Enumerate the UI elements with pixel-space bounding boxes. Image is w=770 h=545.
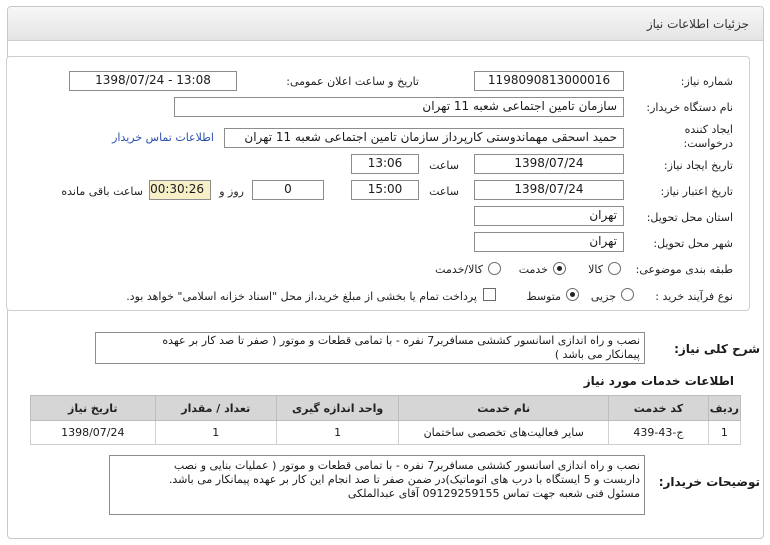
col-service-code: کد خدمت — [609, 396, 709, 421]
page-title: جزئیات اطلاعات نیاز — [646, 17, 749, 31]
process-radio-minor[interactable] — [621, 288, 634, 301]
buyer-notes-line-1: نصب و راه اندازی اسانسور کششی مسافربر7 نفره - با تمامی قطعات و موتور ( عملیات بنایی و نصب — [173, 459, 640, 472]
city-field[interactable]: تهران — [474, 232, 624, 252]
cell-service-name: سایر فعالیت‌های تخصصی ساختمان — [399, 421, 609, 445]
process-label: نوع فرآیند خرید : — [655, 290, 733, 303]
title-bar — [8, 7, 763, 41]
validity-time-word: ساعت — [429, 185, 459, 198]
buyer-notes-label: توضیحات خریدار: — [658, 475, 760, 489]
cell-need-date: 1398/07/24 — [31, 421, 156, 445]
col-row: ردیف — [708, 396, 740, 421]
services-table-header — [31, 396, 741, 421]
cell-service-code: ج-43-439 — [609, 421, 709, 445]
buyer-notes-line-2: داربست و 5 ایستگاه با درب های اتوماتیک)در ضمن صفر تا صد انجام این کار بر عهده پیمانکار می باشد. — [168, 473, 640, 486]
validity-time-field[interactable]: 15:00 — [351, 180, 419, 200]
category-option-service: خدمت — [518, 263, 548, 276]
days-word: روز و — [219, 185, 244, 198]
validity-date-label: تاریخ اعتبار نیاز: — [660, 185, 733, 198]
buyer-notes-field[interactable] — [109, 455, 645, 515]
remaining-days-field[interactable]: 0 — [252, 180, 324, 200]
cell-row: 1 — [708, 421, 740, 445]
process-option-medium: متوسط — [526, 290, 561, 303]
cell-unit: 1 — [276, 421, 398, 445]
remaining-label: ساعت باقی مانده — [61, 185, 143, 198]
col-unit: واحد اندازه گیری — [276, 396, 398, 421]
process-radio-medium[interactable] — [566, 288, 579, 301]
summary-label: شرح کلی نیاز: — [674, 342, 760, 356]
services-table — [30, 395, 741, 445]
requester-field[interactable]: حمید اسحقی مهماندوستی کارپرداز سازمان تامین اجتماعی شعبه 11 تهران — [224, 128, 624, 148]
created-date-label: تاریخ ایجاد نیاز: — [663, 159, 733, 172]
remaining-time-field: 00:30:26 — [149, 180, 211, 200]
buyer-contact-link[interactable]: اطلاعات تماس خریدار — [112, 131, 214, 144]
requester-label: ایجاد کننده درخواست: — [683, 123, 733, 150]
category-label: طبقه بندی موضوعی: — [635, 263, 733, 276]
buyer-label: نام دستگاه خریدار: — [646, 101, 733, 114]
category-radio-service[interactable] — [553, 262, 566, 275]
created-time-word: ساعت — [429, 159, 459, 172]
table-row[interactable] — [31, 421, 741, 445]
created-date-field[interactable]: 1398/07/24 — [474, 154, 624, 174]
announce-label: تاریخ و ساعت اعلان عمومی: — [286, 75, 419, 88]
process-option-minor: جزیی — [590, 290, 616, 303]
summary-line-1: نصب و راه اندازی اسانسور کششی مسافربر7 نفره - با تمامی قطعات و موتور ( صفر تا صد کار بر عهده — [162, 334, 640, 347]
services-section-title: اطلاعات خدمات مورد نیاز — [583, 374, 734, 388]
category-radio-goods[interactable] — [608, 262, 621, 275]
category-option-goods-service: کالا/خدمت — [435, 263, 483, 276]
buyer-field[interactable]: سازمان تامین اجتماعی شعبه 11 تهران — [174, 97, 624, 117]
summary-line-2: پیمانکار می باشد ) — [554, 348, 640, 361]
need-number-field[interactable]: 1198090813000016 — [474, 71, 624, 91]
buyer-notes-line-3: مسئول فنی شعبه جهت تماس 09129259155 آقای عبدالملکی — [347, 487, 640, 500]
col-quantity: تعداد / مقدار — [155, 396, 276, 421]
province-field[interactable]: تهران — [474, 206, 624, 226]
category-radio-goods-service[interactable] — [488, 262, 501, 275]
need-info-panel — [6, 56, 750, 311]
col-need-date: تاریخ نیاز — [31, 396, 156, 421]
treasury-payment-checkbox[interactable] — [483, 288, 496, 301]
validity-date-field[interactable]: 1398/07/24 — [474, 180, 624, 200]
province-label: استان محل تحویل: — [646, 211, 733, 224]
need-number-label: شماره نیاز: — [680, 75, 733, 88]
summary-field[interactable] — [95, 332, 645, 364]
cell-quantity: 1 — [155, 421, 276, 445]
treasury-payment-note: پرداخت تمام یا بخشی از مبلغ خرید،از محل "اسناد خزانه اسلامی" خواهد بود. — [126, 290, 477, 303]
created-time-field[interactable]: 13:06 — [351, 154, 419, 174]
category-option-goods: کالا — [588, 263, 603, 276]
col-service-name: نام خدمت — [399, 396, 609, 421]
announce-datetime-field[interactable]: 1398/07/24 - 13:08 — [69, 71, 237, 91]
city-label: شهر محل تحویل: — [653, 237, 733, 250]
